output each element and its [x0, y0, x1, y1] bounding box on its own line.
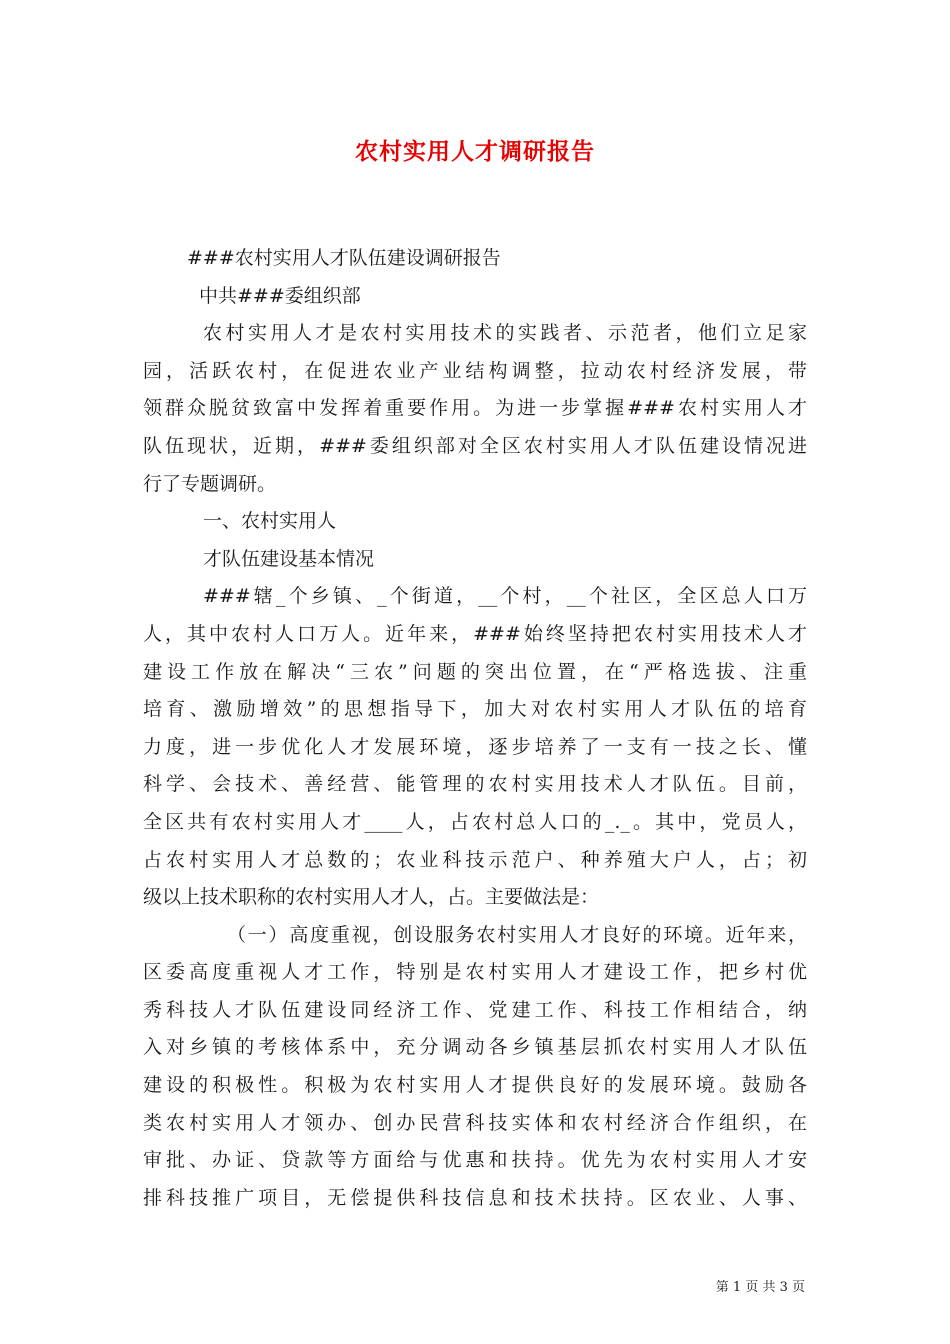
body-line: 园，活跃农村，在促进农业产业结构调整，拉动农村经济发展，带 [143, 359, 807, 382]
body-line: 区委高度重视人才工作，特别是农村实用人才建设工作，把乡村优 [143, 961, 807, 984]
body-line: 科学、会技术、善经营、能管理的农村实用技术人才队伍。目前， [143, 773, 807, 796]
body-line: 农村实用人才是农村实用技术的实践者、示范者，他们立足家 [203, 322, 807, 345]
body-line: 入对乡镇的考核体系中，充分调动各乡镇基层抓农村实用人才队伍 [143, 1036, 807, 1059]
body-line: ###辖_个乡镇、_个街道，__个村，__个社区，全区总人口万 [203, 585, 807, 608]
body-line: 队伍现状，近期，###委组织部对全区农村实用人才队伍建设情况进 [143, 434, 807, 457]
page-number: 第 1 页 共 3 页 [715, 1280, 805, 1295]
body-line: 全区共有农村实用人才____人，占农村总人口的_._。其中，党员人， [143, 810, 807, 833]
report-subtitle: ###农村实用人才队伍建设调研报告 [187, 247, 501, 269]
body-line: 力度，进一步优化人才发展环境，逐步培养了一支有一技之长、懂 [143, 735, 807, 758]
body-line: 排科技推广项目，无偿提供科技信息和技术扶持。区农业、人事、 [143, 1186, 807, 1209]
body-line: 秀科技人才队伍建设同经济工作、党建工作、科技工作相结合，纳 [143, 998, 807, 1021]
body-line: （一）高度重视，创设服务农村实用人才良好的环境。近年来， [227, 923, 807, 946]
document-title: 农村实用人才调研报告 [355, 138, 595, 165]
body-line: 人，其中农村人口万人。近年来，###始终坚持把农村实用技术人才 [143, 622, 807, 645]
body-line: 领群众脱贫致富中发挥着重要作用。为进一步掌握###农村实用人才 [143, 397, 807, 420]
body-line: 占农村实用人才总数的；农业科技示范户、种养殖大户人，占；初 [143, 848, 807, 871]
body-line: 建设工作放在解决“三农”问题的突出位置，在“严格选拔、注重 [143, 660, 807, 683]
report-organization: 中共###委组织部 [199, 284, 361, 307]
body-line: 类农村实用人才领办、创办民营科技实体和农村经济合作组织，在 [143, 1111, 807, 1134]
body-line: 级以上技术职称的农村实用人才人，占。主要做法是： [143, 886, 600, 909]
document-body [143, 240, 807, 1217]
section-heading-line: 一、农村实用人 [203, 510, 337, 533]
body-line: 审批、办证、贷款等方面给与优惠和扶持。优先为农村实用人才安 [143, 1149, 807, 1172]
section-heading-line: 才队伍建设基本情况 [203, 547, 375, 570]
body-line: 培育、激励增效”的思想指导下，加大对农村实用人才队伍的培育 [143, 698, 807, 721]
body-line: 行了专题调研。 [143, 472, 277, 495]
body-line: 建设的积极性。积极为农村实用人才提供良好的发展环境。鼓励各 [143, 1074, 807, 1097]
